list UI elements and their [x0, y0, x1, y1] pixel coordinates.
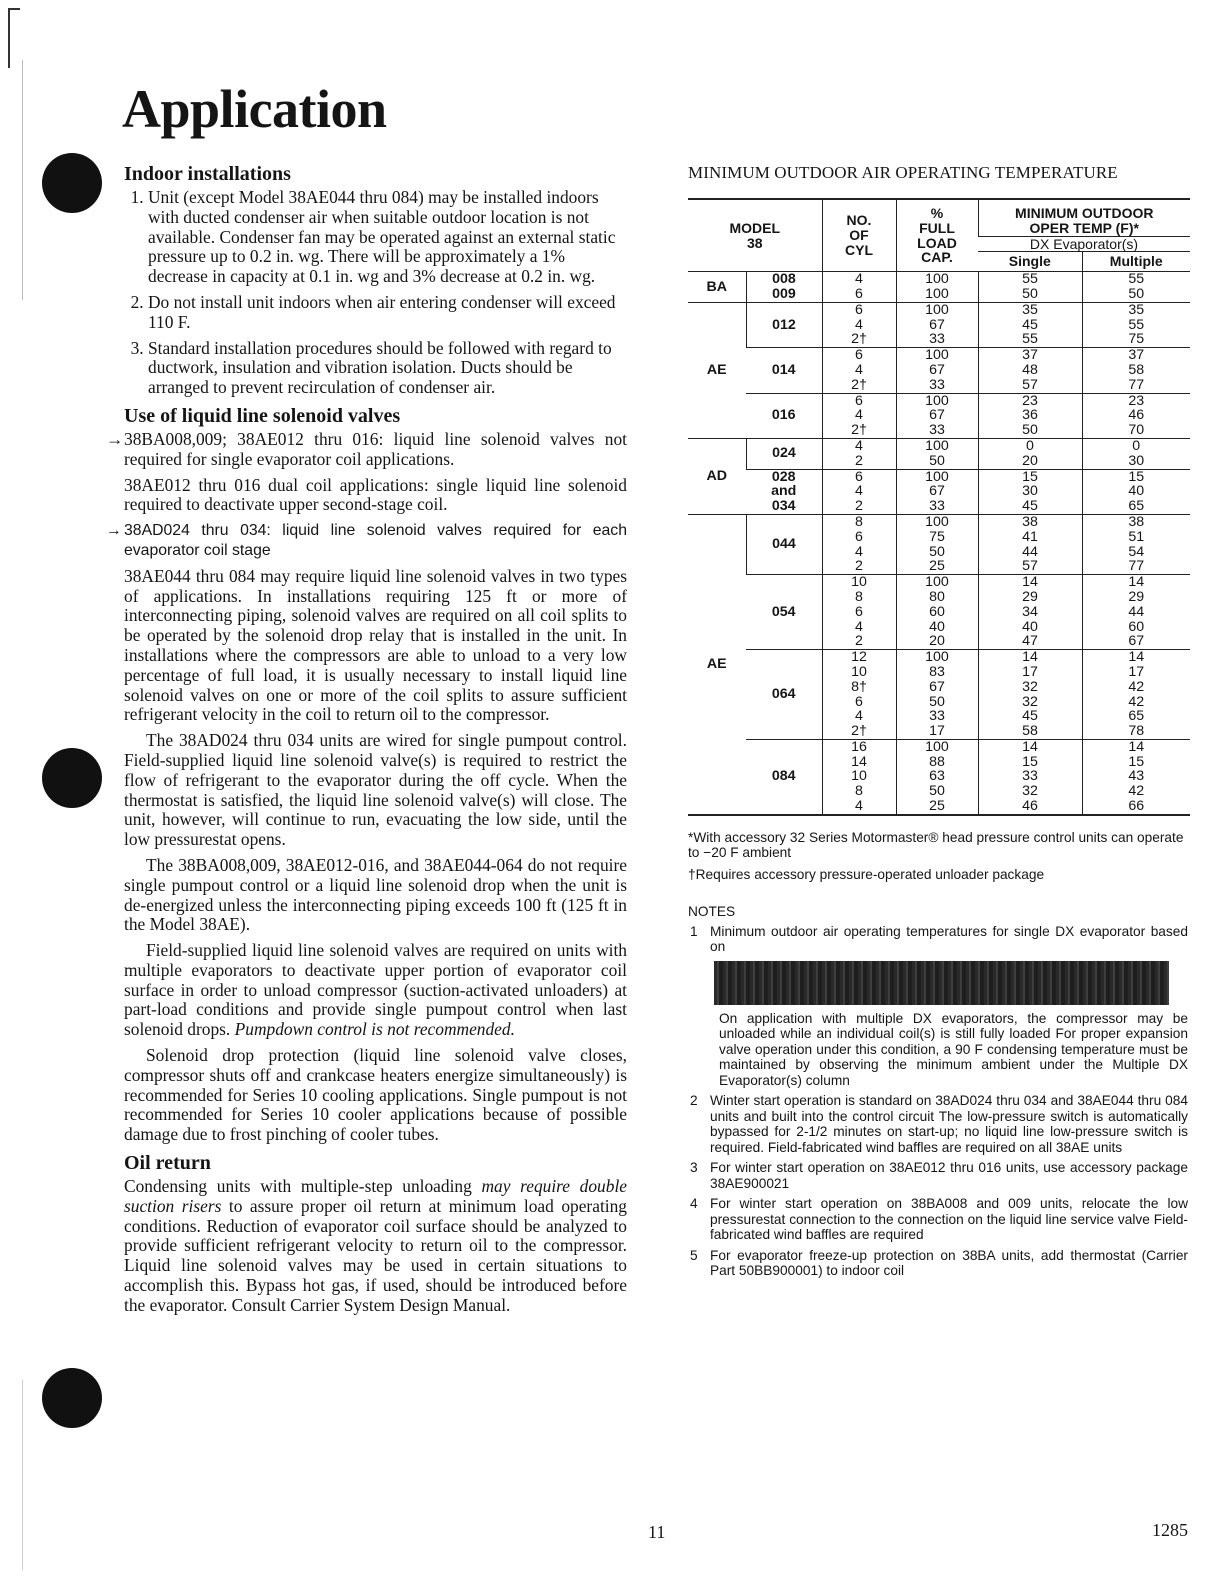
oil-return-paragraph: Condensing units with multiple-step unloading may require double suction risers to assure proper oil return at minimum load operating conditions. Reduction of evaporator coil surface should be analyzed to provide sufficient refrigerant velocity to return oil to the compressor. Liquid line solenoid valves may be used in certain situations to accomplish this. Bypass hot gas, if used, should be introduced before the evaporator. Consult Carrier System Design Manual.: [124, 1176, 628, 1315]
header-min-temp: MINIMUM OUTDOOR OPER TEMP (F)*: [978, 199, 1190, 236]
cyl-cell: 16 14 10 8 4: [822, 739, 896, 814]
table-row: [688, 514, 1190, 574]
punch-hole-bottom: [42, 1368, 102, 1428]
model-cell: 044: [746, 514, 822, 574]
model-cell: 054: [746, 575, 822, 650]
list-item: 3. Standard installation procedures should be followed with regard to ductwork, insulation and vibration isolation. Ducts should be arranged to prevent recirculation of condenser air.: [148, 339, 627, 398]
cap-cell: 100 83 67 50 33 17: [896, 650, 978, 740]
footnote-asterisk: *With accessory 32 Series Motormaster® head pressure control units can operate to −20 F ambient: [688, 829, 1184, 861]
temperature-table: [688, 198, 1190, 816]
table-row: [688, 272, 1190, 303]
redacted-block: [714, 961, 1169, 1005]
right-column: [688, 162, 1188, 1284]
cap-cell: 100 88 63 50 25: [896, 739, 978, 814]
cyl-cell: 10 8 6 4 2: [822, 575, 896, 650]
cap-cell: 100 80 60 40 20: [896, 575, 978, 650]
header-model: MODEL 38: [688, 199, 822, 272]
series-label: AE: [688, 514, 746, 814]
notes-section: [688, 904, 1188, 1279]
cyl-cell: 12 10 8† 6 4 2†: [822, 650, 896, 740]
document-number: 1285: [1152, 1520, 1188, 1540]
cyl-cell: 6 4 2†: [822, 393, 896, 438]
note-item: [688, 1160, 1188, 1191]
cyl-cell: 6 4 2†: [822, 302, 896, 347]
arrow-icon: →: [106, 428, 124, 449]
model-cell: 012: [746, 302, 822, 347]
left-column: [106, 162, 628, 1322]
note-item: [688, 1248, 1188, 1279]
single-cell: 15 30 45: [978, 469, 1082, 514]
solenoid-paragraph-1: → 38BA008,009; 38AE012 thru 016: liquid line solenoid valves not required for single evaporator coil applications.: [106, 428, 627, 469]
indoor-list: [124, 188, 627, 398]
solenoid-paragraph-8: Solenoid drop protection (liquid line solenoid valve closes, compressor shuts off and crankcase heaters energize simultaneously) is recommended for Series 10 cooling applications. Single pumpout is not recommended for Series 10 cooler applications because of possible damage due to frost pinching of cooler tubes.: [124, 1045, 627, 1145]
note-item: [688, 1196, 1188, 1243]
note-number: 5: [690, 1247, 698, 1263]
single-cell: 14 15 33 32 46: [978, 739, 1082, 814]
table-row: [688, 438, 1190, 469]
multiple-cell: 14 17 42 42 65 78: [1082, 650, 1190, 740]
cap-cell: 100 67 33: [896, 393, 978, 438]
note-number: 3: [690, 1160, 698, 1176]
table-row: [688, 739, 1190, 814]
punch-hole-middle: [42, 748, 102, 808]
page-number: 11: [648, 1522, 666, 1542]
cap-cell: 100 100: [896, 272, 978, 303]
model-cell: 028 and 034: [746, 469, 822, 514]
footnote-dagger: †Requires accessory pressure-operated unloader package: [688, 866, 1045, 882]
note-text: For evaporator freeze-up protection on 38BA units, add thermostat (Carrier Part 50BB900001) to indoor coil: [710, 1247, 1188, 1279]
cap-cell: 100 67 33: [896, 302, 978, 347]
heading-oil-return: Oil return: [124, 1152, 211, 1175]
solenoid-paragraph-2: 38AE012 thru 016 dual coil applications: single liquid line solenoid required to deactivate upper second-stage coil.: [124, 474, 627, 515]
multiple-cell: 15 40 65: [1082, 469, 1190, 514]
cap-cell: 100 75 50 25: [896, 514, 978, 574]
model-cell: 016: [746, 393, 822, 438]
model-cell: 014: [746, 348, 822, 393]
scan-edge-line: [22, 60, 23, 300]
arrow-icon: →: [106, 522, 122, 540]
note-continuation: On application with multiple DX evaporators, the compressor may be unloaded while an individual coil(s) is still fully loaded For proper expansion valve operation under this condition, a 90 F condensing temperature must be maintained by observing the minimum ambient under the Multiple DX Evaporator(s) column: [719, 1010, 1188, 1088]
multiple-cell: 37 58 77: [1082, 348, 1190, 393]
solenoid-paragraph-4: 38AE044 thru 084 may require liquid line solenoid valves in two types of applications. In installations requiring 125 ft or more of interconnecting piping, solenoid valves are required on all coil splits to be operated by the solenoid drop relay that is installed in the unit. In installations where the compressors are able to unload to a very low percentage of full load, it is usually necessary to install liquid line solenoid valves on one or more of the coil splits to assure sufficient refrigerant velocity in the coil to return oil to the compressor.: [124, 565, 627, 725]
multiple-cell: 14 29 44 60 67: [1082, 575, 1190, 650]
single-cell: 35 45 55: [978, 302, 1082, 347]
table-row: [688, 575, 1190, 650]
list-item: 2. Do not install unit indoors when air entering condenser will exceed 110 F.: [148, 293, 627, 333]
header-multiple: Multiple: [1082, 252, 1190, 272]
table-footnotes: [688, 830, 1188, 883]
single-cell: 23 36 50: [978, 393, 1082, 438]
model-cell: 024: [746, 438, 822, 469]
solenoid-paragraph-6: The 38BA008,009, 38AE012-016, and 38AE044-064 do not require single pumpout control or a liquid line solenoid drop when the unit is de-energized unless the interconnecting piping exceeds 100 ft (125 ft in the Model 38AE).: [124, 854, 627, 935]
multiple-cell: 0 30: [1082, 438, 1190, 469]
model-cell: 084: [746, 739, 822, 814]
cap-cell: 100 67 33: [896, 469, 978, 514]
note-item: [688, 924, 1188, 955]
header-capacity: % FULL LOAD CAP.: [896, 199, 978, 272]
multiple-cell: 38 51 54 77: [1082, 514, 1190, 574]
single-cell: 14 29 34 40 47: [978, 575, 1082, 650]
italic-emphasis: may require double suction risers: [124, 1176, 628, 1216]
model-cell: 008 009: [746, 272, 822, 303]
cap-cell: 100 50: [896, 438, 978, 469]
multiple-cell: 55 50: [1082, 272, 1190, 303]
single-cell: 37 48 57: [978, 348, 1082, 393]
note-item: [688, 1093, 1188, 1155]
multiple-cell: 23 46 70: [1082, 393, 1190, 438]
page-title: Application: [122, 79, 387, 139]
model-cell: 064: [746, 650, 822, 740]
note-number: 4: [690, 1196, 698, 1212]
cyl-cell: 6 4 2†: [822, 348, 896, 393]
solenoid-paragraph-5: The 38AD024 thru 034 units are wired for single pumpout control. Field-supplied liquid line solenoid valve(s) is required to restrict the flow of refrigerant to the evaporator during the off cycle. When the thermostat is satisfied, the liquid line solenoid valve(s) will close. The unit, however, will continue to run, evacuating the low side, until the low pressurestat opens.: [124, 730, 627, 850]
series-label: AD: [688, 438, 746, 514]
solenoid-paragraph-3: → 38AD024 thru 034: liquid line solenoid valves required for each evaporator coil stage: [106, 522, 627, 559]
table-row: [688, 650, 1190, 740]
notes-heading: NOTES: [688, 904, 736, 920]
table-row: [688, 469, 1190, 514]
note-text: For winter start operation on 38AE012 thru 016 units, use accessory package 38AE900021: [710, 1160, 1188, 1191]
note-text: Minimum outdoor air operating temperatures for single DX evaporator based on: [710, 923, 1188, 955]
header-single: Single: [978, 252, 1082, 272]
table-title: MINIMUM OUTDOOR AIR OPERATING TEMPERATURE: [688, 163, 1118, 182]
header-cylinders: NO. OF CYL: [822, 199, 896, 272]
heading-solenoid-valves: Use of liquid line solenoid valves: [124, 404, 401, 427]
table-row: [688, 348, 1190, 393]
series-label: AE: [688, 302, 746, 438]
cap-cell: 100 67 33: [896, 348, 978, 393]
note-text: Winter start operation is standard on 38AD024 thru 034 and 38AE044 thru 084 units and built into the control circuit The low-pressure switch is automatically bypassed for 2-1/2 minutes on start-up; no liquid line low-pressure switch is required. Field-fabricated wind baffles are required on all 38AE units: [710, 1093, 1188, 1155]
cyl-cell: 4 2: [822, 438, 896, 469]
table-row: [688, 302, 1190, 347]
single-cell: 0 20: [978, 438, 1082, 469]
single-cell: 55 50: [978, 272, 1082, 303]
cyl-cell: 6 4 2: [822, 469, 896, 514]
solenoid-paragraph-7: Field-supplied liquid line solenoid valves are required on units with multiple evaporators to deactivate upper portion of evaporator coil surface in order to unload compressor (suction-activated unloaders) at part-load conditions and provide single pumpout control when last solenoid drops. Pumpdown control is not recommended.: [124, 940, 627, 1040]
scan-edge-line: [22, 1380, 23, 1570]
multiple-cell: 14 15 43 42 66: [1082, 739, 1190, 814]
cyl-cell: 8 6 4 2: [822, 514, 896, 574]
heading-indoor-installations: Indoor installations: [124, 163, 291, 185]
cyl-cell: 4 6: [822, 272, 896, 303]
note-text: For winter start operation on 38BA008 and 009 units, relocate the low pressurestat connection to the connection on the liquid line service valve Field-fabricated wind baffles are required: [710, 1196, 1188, 1243]
single-cell: 14 17 32 32 45 58: [978, 650, 1082, 740]
punch-hole-top: [42, 153, 102, 213]
header-dx-evaporators: DX Evaporator(s): [978, 236, 1190, 252]
table-row: [688, 393, 1190, 438]
single-cell: 38 41 44 57: [978, 514, 1082, 574]
italic-note: Pumpdown control is not recommended.: [234, 1019, 515, 1040]
note-number: 2: [690, 1093, 698, 1109]
note-number: 1: [690, 923, 698, 939]
crop-mark-vertical: [8, 8, 10, 68]
multiple-cell: 35 55 75: [1082, 302, 1190, 347]
series-label: BA: [688, 272, 746, 303]
list-item: 1. Unit (except Model 38AE044 thru 084) may be installed indoors with ducted condenser air when suitable outdoor location is not available. Condenser fan may be operated against an external static pressure up to 0.2 in. wg. There will be approximately a 1% decrease in capacity at 0.1 in. wg and 3% decrease at 0.2 in. wg.: [148, 188, 627, 287]
